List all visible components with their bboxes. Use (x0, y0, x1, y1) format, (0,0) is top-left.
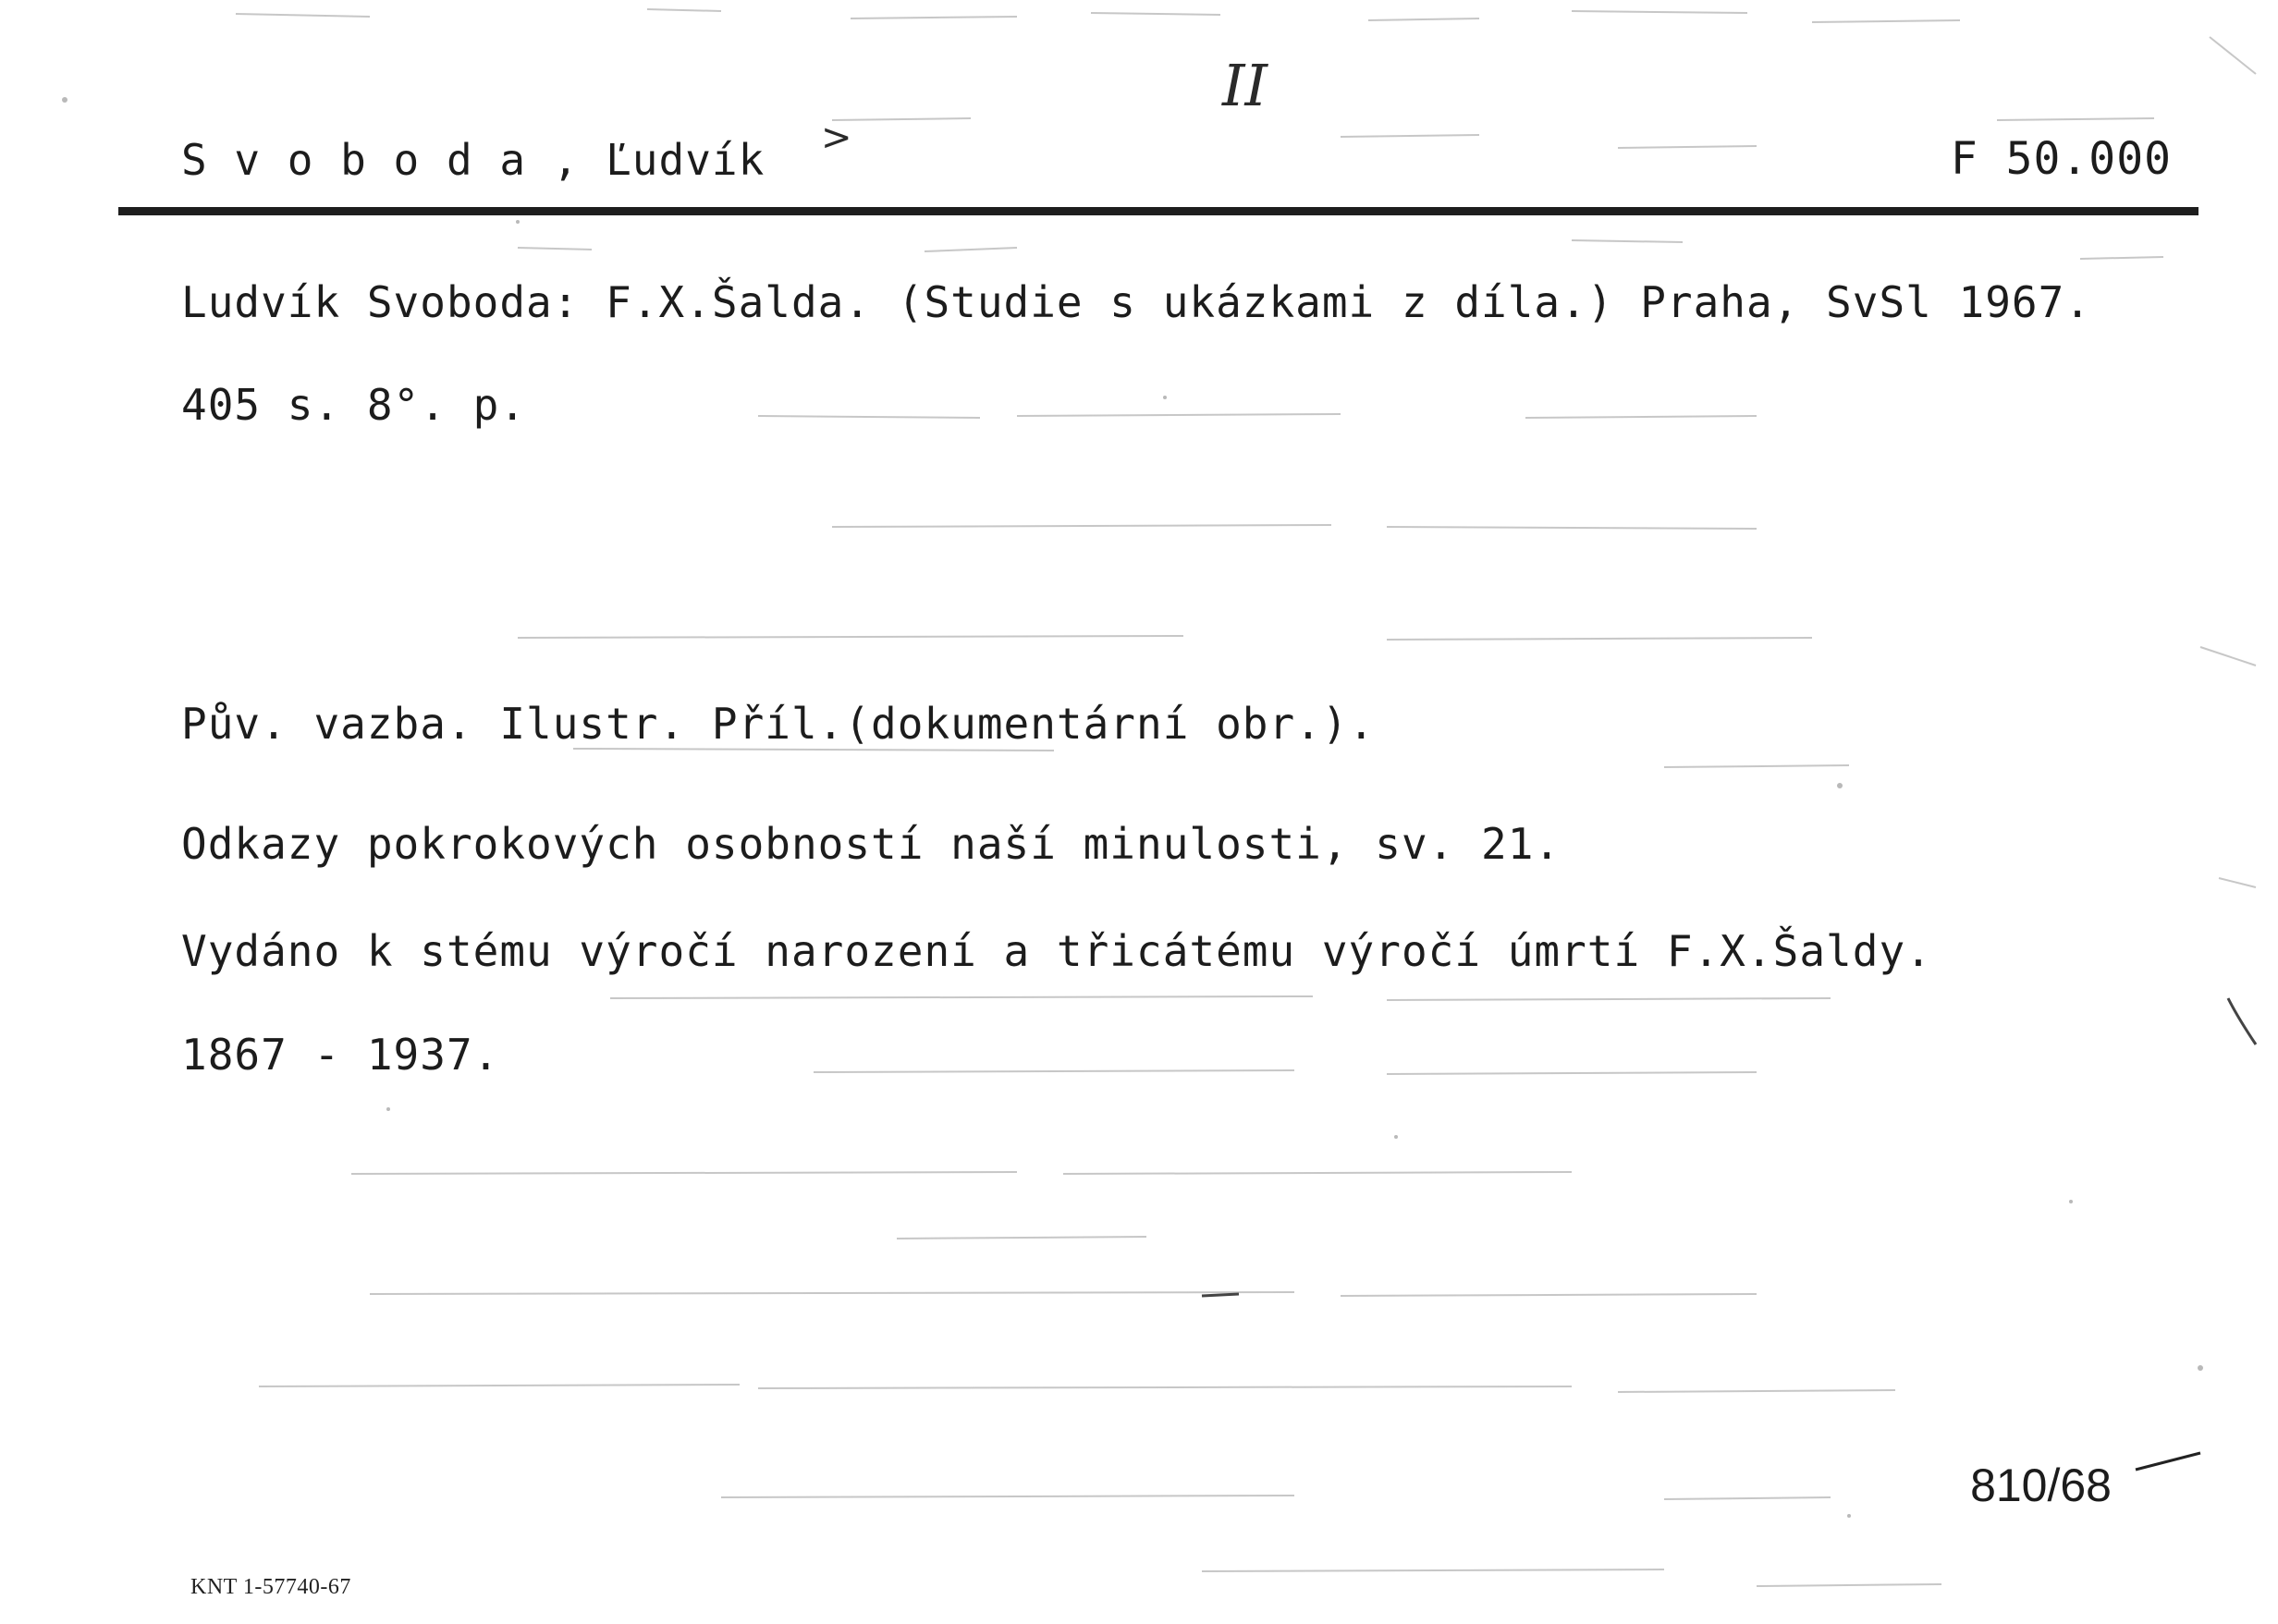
note-dates: 1867 - 1937. (181, 1030, 500, 1080)
call-number: F 50.000 (1950, 133, 2172, 185)
entry-line-2: 405 s. 8°. p. (181, 380, 527, 430)
correction-mark: > (821, 116, 852, 159)
inventory-number: 810/68 (1970, 1459, 2112, 1511)
handwritten-mark: II (1222, 52, 1268, 119)
note-series: Odkazy pokrokových osobností naší minulosti, sv. 21. (181, 819, 1562, 869)
header-rule (118, 207, 2198, 215)
entry-line-1: Ludvík Svoboda: F.X.Šalda. (Studie s ukázkami z díla.) Praha, SvSl 1967. (181, 277, 2091, 327)
heading-author: S v o b o d a , Ľudvík (181, 135, 765, 185)
printer-code: KNT 1-57740-67 (190, 1575, 351, 1599)
note-edition: Vydáno k stému výročí narození a třicátému výročí úmrtí F.X.Šaldy. (181, 926, 1932, 976)
note-binding: Pův. vazba. Ilustr. Příl.(dokumentární obr.). (181, 699, 1376, 749)
